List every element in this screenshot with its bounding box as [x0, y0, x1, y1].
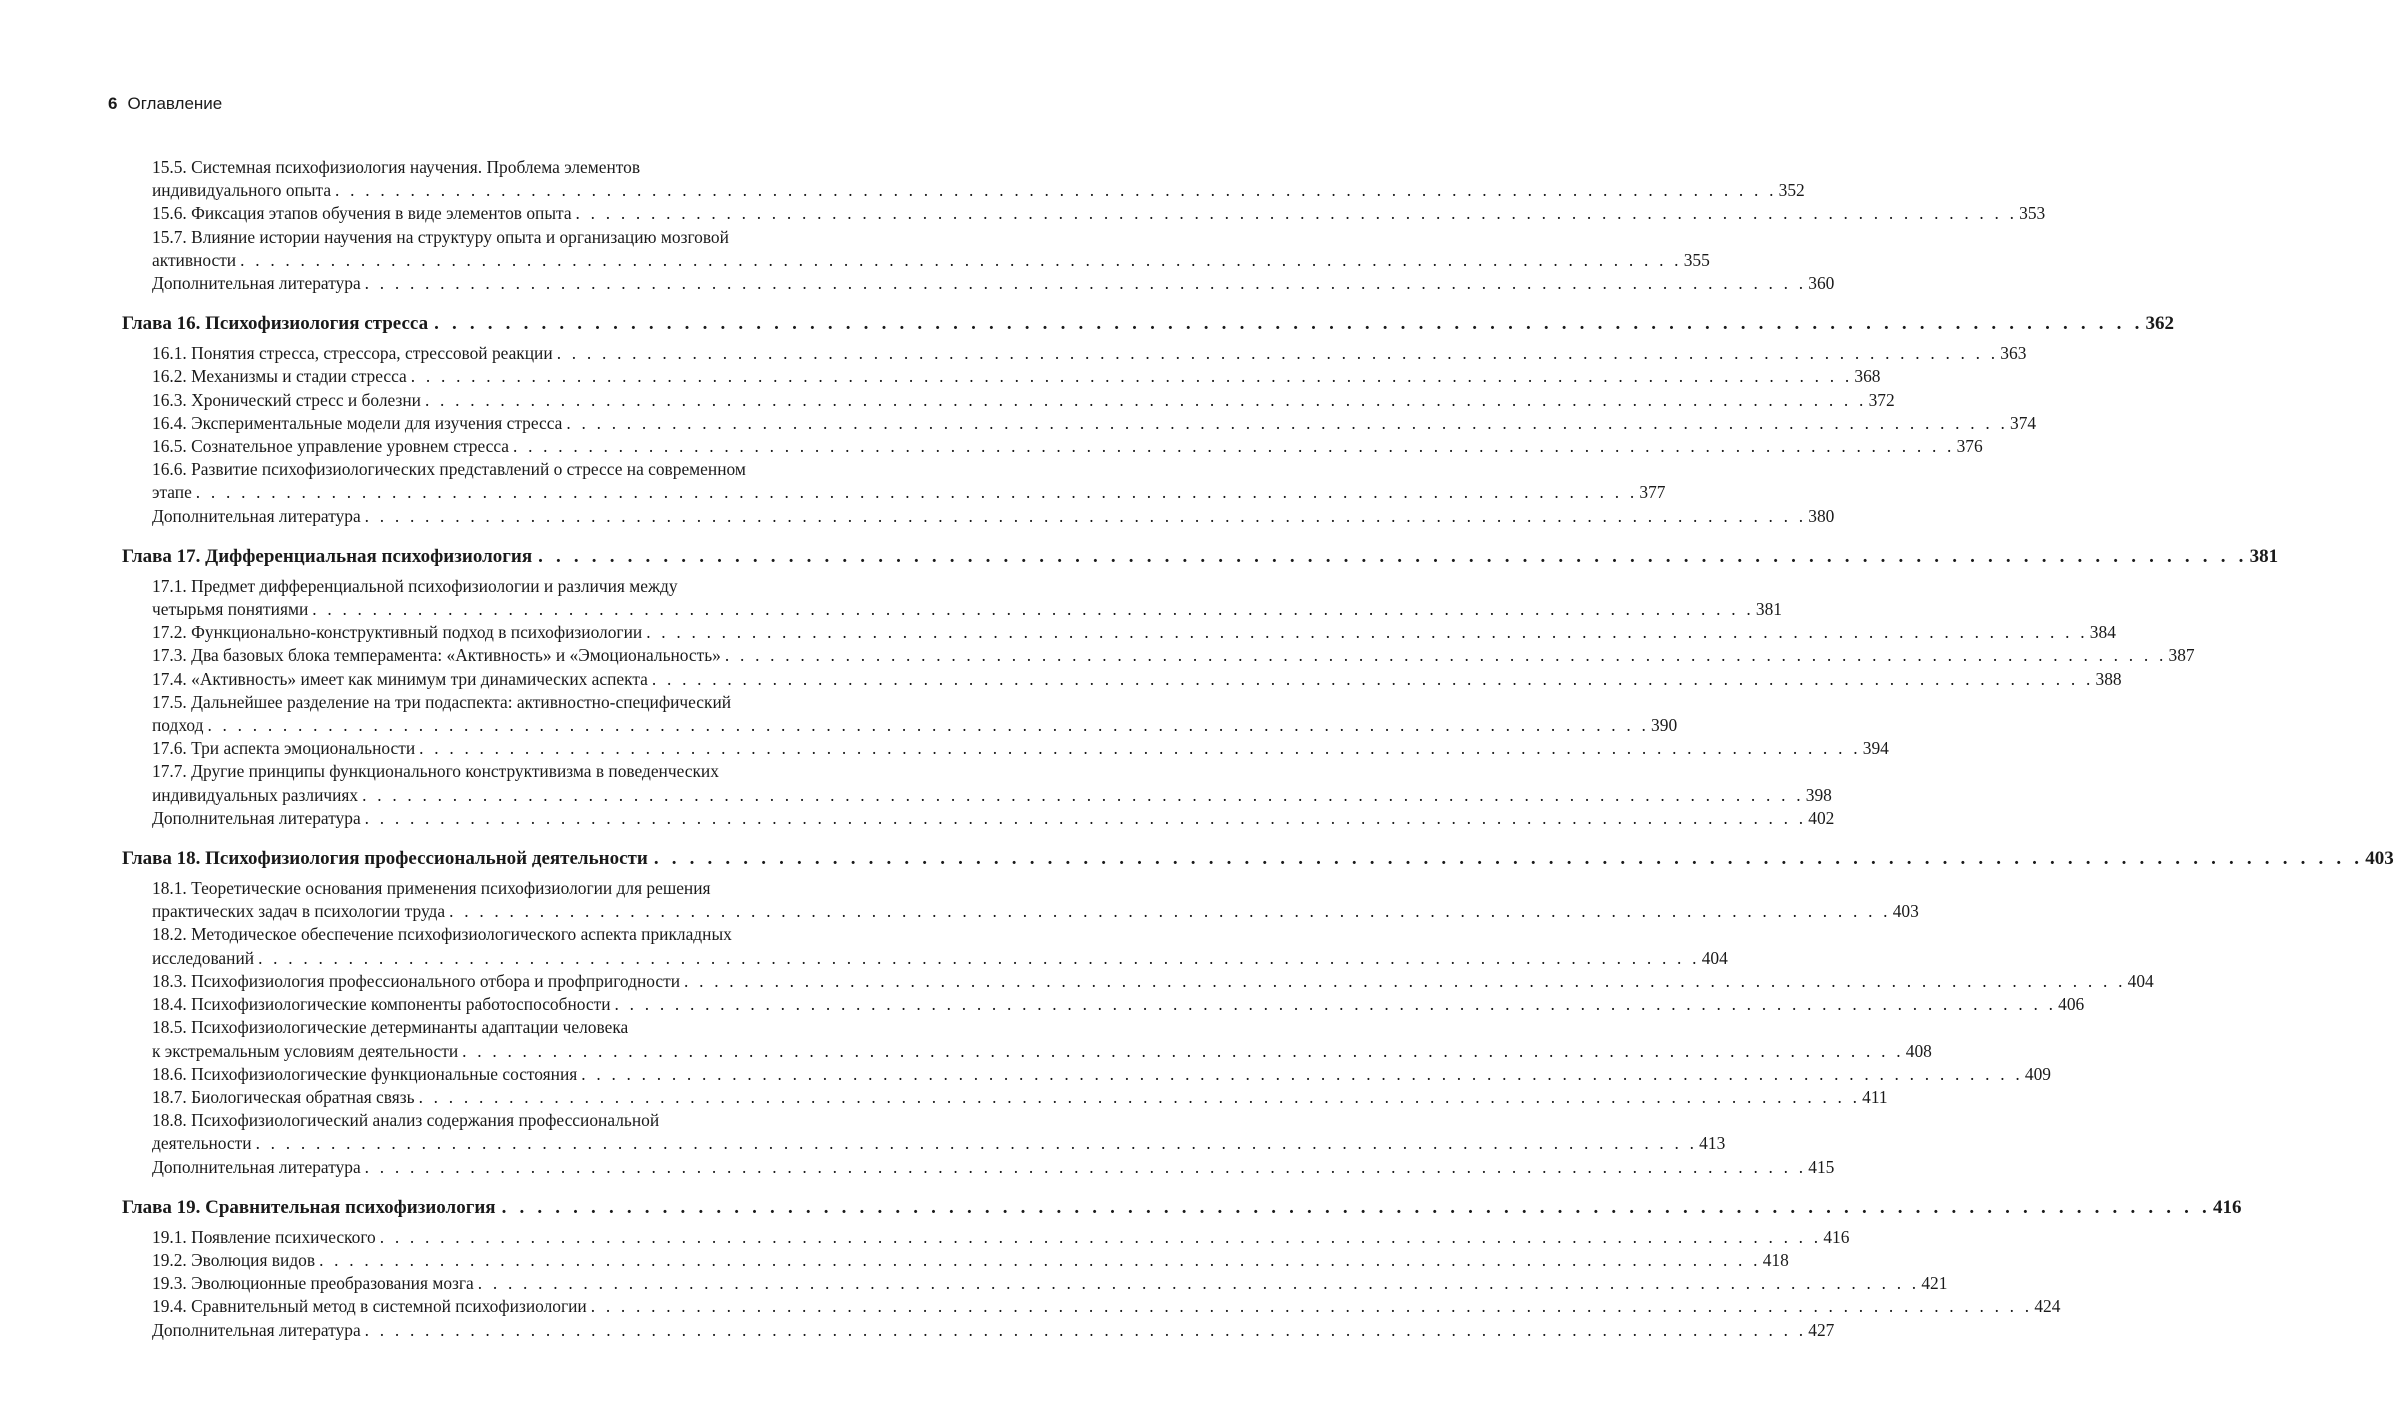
toc-entry-line: 18.5. Психофизиологические детерминанты адаптации человека — [152, 1017, 629, 1038]
dot-leader: . . . . . . . . . . . . . . . . . . . . . . . . . . . . . . . . . . . . . . . . . . . . . . . . . . . . . . . . . . . . . . . . . . . . . . . . . . . . . . . . . . . . . . . . . . . . . . . . — [335, 180, 1777, 201]
entry-title: активности — [152, 249, 237, 270]
toc-entry[interactable] — [122, 389, 1895, 412]
dot-leader: . . . . . . . . . . . . . . . . . . . . . . . . . . . . . . . . . . . . . . . . . . . . . . . . . . . . . . . . . . . . . . . . . . . . . . . . . . . . . . . . . . . . . . . . . . . . . . . . — [424, 389, 1867, 410]
entry-title: 18.7. Биологическая обратная связь — [152, 1086, 415, 1107]
dot-leader: . . . . . . . . . . . . . . . . . . . . . . . . . . . . . . . . . . . . . . . . . . . . . . . . . . . . . . . . . . . . . . . . . . . . . . . . . . . . . . . . . . . . . . . . . . . . . . . . — [449, 901, 1891, 922]
entry-title: 16.4. Экспериментальные модели для изучения стресса — [152, 412, 563, 433]
chapter-title: Глава 19. Сравнительная психофизиология — [122, 1196, 496, 1218]
toc-entry[interactable] — [122, 1156, 1835, 1179]
dot-leader: . . . . . . . . . . . . . . . . . . . . . . . . . . . . . . . . . . . . . . . . . . . . . . . . . . . . . . . . . . . . . . . . . . . . . . . . . . . . . . . . . . . . . . . . . . . . . . . . — [512, 436, 1955, 457]
toc-entry[interactable] — [122, 993, 2085, 1016]
entry-title: этапе — [152, 482, 192, 503]
page-ref: 402 — [1808, 807, 1835, 828]
entry-title: 17.3. Два базовых блока темперамента: «Активность» и «Эмоциональность» — [152, 645, 721, 666]
dot-leader: . . . . . . . . . . . . . . . . . . . . . . . . . . . . . . . . . . . . . . . . . . . . . . . . . . . . . . . . . . . . . . . . . . . . . . . . . . . . . . . . . . . . . . . . . . . . . . . . — [575, 203, 2018, 224]
page-ref: 360 — [1808, 273, 1835, 294]
page-ref: 398 — [1805, 784, 1832, 805]
page-ref: 403 — [1892, 901, 1919, 922]
dot-leader: . . . . . . . . . . . . . . . . . . . . . . . . . . . . . . . . . . . . . . . . . . . . . . . . . . . . . . . . . . . . . . . . . . . . . . . . . . . . . . . . . . . . . . . . . . . . . . . . — [684, 970, 2126, 991]
entry-title: деятельности — [152, 1133, 252, 1154]
page-ref: 352 — [1778, 180, 1805, 201]
toc-entry[interactable] — [122, 737, 1889, 760]
dot-leader: . . . . . . . . . . . . . . . . . . . . . . . . . . . . . . . . . . . . . . . . . . . . . . . . . . . . . . . . . . . . . . . . . . . . . . . . . . . . . . . . . . . . . . . . . . . . . . . . — [724, 645, 2167, 666]
dot-leader: . . . . . . . . . . . . . . . . . . . . . . . . . . . . . . . . . . . . . . . . . . . . . . . . . . . . . . . . . . . . . . . . . . . . . . . . . . . . . . . . . . . . . . . . . . . . . . . . — [410, 366, 1853, 387]
dot-leader: . . . . . . . . . . . . . . . . . . . . . . . . . . . . . . . . . . . . . . . . . . . . . . . . . . . . . . . . . . . . . . . . . . . . . . . . . . . . . . . . . . . . . . . . . . . . . . . . — [379, 1226, 1822, 1247]
dot-leader: . . . . . . . . . . . . . . . . . . . . . . . . . . . . . . . . . . . . . . . . . . . . . . . . . . . . . . . . . . . . . . . . . . . . . . . . . . . . . . . . . . . . . . . . . . . . . . . . — [364, 1156, 1807, 1177]
page-ref: 427 — [1808, 1319, 1835, 1340]
toc-entry[interactable] — [122, 249, 1710, 272]
chapter-title: Глава 17. Дифференциальная психофизиология — [122, 545, 533, 567]
page-ref: 421 — [1921, 1273, 1948, 1294]
dot-leader: . . . . . . . . . . . . . . . . . . . . . . . . . . . . . . . . . . . . . . . . . . . . . . . . . . . . . . . . . . . . . . . . . . . . . . . . . . . . . . . . . . . . . . . . . . . . . . . . — [364, 1319, 1807, 1340]
entry-title: 18.3. Психофизиология профессионального отбора и профпригодности — [152, 970, 681, 991]
page-ref: 416 — [1823, 1226, 1850, 1247]
toc-entry[interactable] — [122, 598, 1782, 621]
dot-leader: . . . . . . . . . . . . . . . . . . . . . . . . . . . . . . . . . . . . . . . . . . . . . . . . . . . . . . . . . . . . . . . . . . . . . . . . . . . . . . . . . . . . . . . . . . . . . . . . — [614, 994, 2057, 1015]
toc-entry[interactable] — [122, 505, 1835, 528]
toc-entry-line: 18.1. Теоретические основания применения психофизиологии для решения — [152, 878, 711, 899]
toc-entry[interactable] — [122, 179, 1805, 202]
toc-entry[interactable] — [122, 1249, 1789, 1272]
page-ref: 353 — [2019, 203, 2046, 224]
entry-title: Дополнительная литература — [152, 1156, 361, 1177]
page-ref: 408 — [1905, 1040, 1932, 1061]
page-ref: 418 — [1762, 1249, 1789, 1270]
dot-leader: . . . . . . . . . . . . . . . . . . . . . . . . . . . . . . . . . . . . . . . . . . . . . . . . . . . . . . . . . . . . . . . . . . . . . . . . . . . . . . . . . . . . . . . . . . . . . . . . — [240, 249, 1682, 270]
dot-leader: . . . . . . . . . . . . . . . . . . . . . . . . . . . . . . . . . . . . . . . . . . . . . . . . . . . . . . . . . . . . . . . . . . . . . . . . . . . . . . . . . . . . . . . . . . . . . . . . — [419, 738, 1861, 759]
page-ref: 374 — [2010, 412, 2037, 433]
dot-leader: . . . . . . . . . . . . . . . . . . . . . . . . . . . . . . . . . . . . . . . . . . . . . . . . . . . . . . . . . . . . . . . . . . . . . . . . . . . . . . . . . . . . . . . . . . . . . . . . — [312, 599, 1754, 620]
entry-title: к экстремальным условиям деятельности — [152, 1040, 459, 1061]
toc-entry-line: 17.7. Другие принципы функционального конструктивизма в поведенческих — [152, 761, 719, 782]
entry-title: Дополнительная литература — [152, 807, 361, 828]
toc-entry[interactable] — [122, 202, 2046, 225]
page-ref: 404 — [1701, 947, 1728, 968]
toc-entry-line: 18.8. Психофизиологический анализ содержания профессиональной — [152, 1110, 660, 1131]
entry-title: 19.4. Сравнительный метод в системной психофизиологии — [152, 1296, 587, 1317]
page-ref: 363 — [2000, 343, 2027, 364]
toc-entry[interactable] — [122, 1226, 1850, 1249]
page-ref: 394 — [1862, 738, 1889, 759]
entry-title: 18.4. Психофизиологические компоненты работоспособности — [152, 994, 611, 1015]
table-of-contents — [122, 156, 2394, 1342]
dot-leader: . . . . . . . . . . . . . . . . . . . . . . . . . . . . . . . . . . . . . . . . . . . . . . . . . . . . . . . . . . . . . . . . . . . . . . . . . . . . . . . . . . . . . . . . . . . . . . . . — [477, 1273, 1920, 1294]
dot-leader: . . . . . . . . . . . . . . . . . . . . . . . . . . . . . . . . . . . . . . . . . . . . . . . . . . . . . . . . . . . . . . . . . . . . . . . . . . . . . . . . . . . . . . . . . . . . . . . . — [258, 947, 1700, 968]
dot-leader: . . . . . . . . . . . . . . . . . . . . . . . . . . . . . . . . . . . . . . . . . . . . . . . . . . . . . . . . . . . . . . . . . . . . . . . . . . . . . . . . . . . . . . . . . . . . . . . . — [462, 1040, 1904, 1061]
header-title: Оглавление — [127, 94, 223, 113]
entry-title: 19.2. Эволюция видов — [152, 1249, 316, 1270]
dot-leader: . . . . . . . . . . . . . . . . . . . . . . . . . . . . . . . . . . . . . . . . . . . . . . . . . . . . . . . . . . . . . . . . . . . . . . . . . . . . . . . . . . . . . . . . . . . . . . . . — [651, 668, 2094, 689]
page-ref: 376 — [1956, 436, 1983, 457]
toc-entry[interactable] — [122, 970, 2154, 993]
page-ref: 372 — [1868, 389, 1895, 410]
dot-leader: . . . . . . . . . . . . . . . . . . . . . . . . . . . . . . . . . . . . . . . . . . . . . . . . . . . . . . . . . . . . . . . . . . . . . . . . . . . . . . . . . . . . . . . . . . . . . . . . — [364, 273, 1807, 294]
dot-leader: . . . . . . . . . . . . . . . . . . . . . . . . . . . . . . . . . . . . . . . . . . . . . . . . . . . . . . . . . . . . . . . . . . . . . . . . . . . . . . . . . . . . . . . . . . . . . . . . — [590, 1296, 2033, 1317]
toc-entry[interactable] — [122, 784, 1832, 807]
toc-entry[interactable] — [122, 412, 2037, 435]
entry-title: исследований — [152, 947, 255, 968]
toc-entry-line: 15.7. Влияние истории научения на структуру опыта и организацию мозговой — [152, 226, 729, 247]
page-ref: 411 — [1862, 1086, 1888, 1107]
toc-entry[interactable] — [122, 342, 2027, 365]
toc-entry[interactable] — [122, 1132, 1726, 1155]
toc-entry[interactable] — [122, 900, 1919, 923]
entry-title: 16.2. Механизмы и стадии стресса — [152, 366, 407, 387]
toc-entry[interactable] — [122, 714, 1678, 737]
entry-title: Дополнительная литература — [152, 1319, 361, 1340]
entry-title: 19.1. Появление психического — [152, 1226, 376, 1247]
entry-title: четырьмя понятиями — [152, 599, 309, 620]
page-ref: 406 — [2058, 994, 2085, 1015]
toc-entry[interactable] — [122, 807, 1835, 830]
entry-title: подход — [152, 715, 204, 736]
dot-leader: . . . . . . . . . . . . . . . . . . . . . . . . . . . . . . . . . . . . . . . . . . . . . . . . . . . . . . . . . . . . . . . . . . . . . . . . . . . . . . . . . . . . . . . . . . . . . . . . — [566, 412, 2009, 433]
toc-entry-line: 18.2. Методическое обеспечение психофизиологического аспекта прикладных — [152, 924, 732, 945]
entry-title: 16.3. Хронический стресс и болезни — [152, 389, 421, 410]
dot-leader: . . . . . . . . . . . . . . . . . . . . . . . . . . . . . . . . . . . . . . . . . . . . . . . . . . . . . . . . . . . . . . . . . . . . . . . . . . . . . . . . . . . . . . . . . . . . . . . . — [255, 1133, 1698, 1154]
running-header — [108, 94, 222, 114]
dot-leader: . . . . . . . . . . . . . . . . . . . . . . . . . . . . . . . . . . . . . . . . . . . . . . . . . . . . . . . . . . . . . . . . . . . . . . . . . . . . . . . . . . . . . . . . . . . . . . . . — [319, 1249, 1761, 1270]
page-ref: 387 — [2168, 645, 2195, 666]
toc-entry[interactable] — [122, 947, 1728, 970]
page-ref: 388 — [2095, 668, 2122, 689]
entry-title: 15.6. Фиксация этапов обучения в виде элементов опыта — [152, 203, 572, 224]
toc-entry[interactable] — [122, 481, 1666, 504]
entry-title: практических задач в психологии труда — [152, 901, 446, 922]
toc-entry[interactable] — [122, 1040, 1932, 1063]
page-ref: 390 — [1651, 715, 1678, 736]
page-ref: 404 — [2127, 970, 2154, 991]
dot-leader: . . . . . . . . . . . . . . . . . . . . . . . . . . . . . . . . . . . . . . . . . . . . . . . . . . . . . . . . . . . . . . . . . . . . . . . . . . . . . . . . . . . . . . . . . . . . . . . . — [362, 784, 1804, 805]
page-ref: 424 — [2034, 1296, 2061, 1317]
dot-leader: . . . . . . . . . . . . . . . . . . . . . . . . . . . . . . . . . . . . . . . . . . . . . . . . . . . . . . . . . . . . . . . . . . . . . . . . . . . . . . . . . . . . . . . . . . . . . . . . — [207, 715, 1650, 736]
page-number: 6 — [108, 94, 118, 113]
entry-title: 16.1. Понятия стресса, стрессора, стрессовой реакции — [152, 343, 553, 364]
dot-leader: . . . . . . . . . . . . . . . . . . . . . . . . . . . . . . . . . . . . . . . . . . . . . . . . . . . . . . . . . . . . . . . . . . . . . . . . . . . . . . . . . . . . . . . . . . . . . . . . — [653, 848, 2364, 870]
toc-entry-line: 16.6. Развитие психофизиологических представлений о стрессе на современном — [152, 459, 746, 480]
page-ref: 355 — [1683, 249, 1710, 270]
entry-title: 17.6. Три аспекта эмоциональности — [152, 738, 416, 759]
page-ref: 377 — [1639, 482, 1666, 503]
dot-leader: . . . . . . . . . . . . . . . . . . . . . . . . . . . . . . . . . . . . . . . . . . . . . . . . . . . . . . . . . . . . . . . . . . . . . . . . . . . . . . . . . . . . . . . . . . . . . . . . — [364, 505, 1807, 526]
dot-leader: . . . . . . . . . . . . . . . . . . . . . . . . . . . . . . . . . . . . . . . . . . . . . . . . . . . . . . . . . . . . . . . . . . . . . . . . . . . . . . . . . . . . . . . . . . . . . . . . — [556, 343, 1999, 364]
toc-chapter[interactable] — [122, 1196, 2242, 1220]
toc-entry[interactable] — [122, 435, 1983, 458]
dot-leader: . . . . . . . . . . . . . . . . . . . . . . . . . . . . . . . . . . . . . . . . . . . . . . . . . . . . . . . . . . . . . . . . . . . . . . . . . . . . . . . . . . . . . . . . . . . . . . . . — [364, 807, 1807, 828]
chapter-title: Глава 16. Психофизиология стресса — [122, 313, 429, 335]
entry-title: 18.6. Психофизиологические функциональные состояния — [152, 1063, 578, 1084]
toc-entry[interactable] — [122, 1272, 1948, 1295]
entry-title: индивидуальных различиях — [152, 784, 359, 805]
toc-entry[interactable] — [122, 365, 1881, 388]
dot-leader: . . . . . . . . . . . . . . . . . . . . . . . . . . . . . . . . . . . . . . . . . . . . . . . . . . . . . . . . . . . . . . . . . . . . . . . . . . . . . . . . . . . . . . . . . . . . . . . . — [418, 1086, 1861, 1107]
toc-chapter[interactable] — [122, 847, 2394, 871]
dot-leader: . . . . . . . . . . . . . . . . . . . . . . . . . . . . . . . . . . . . . . . . . . . . . . . . . . . . . . . . . . . . . . . . . . . . . . . . . . . . . . . . . . . . . . . . . . . . . . . . — [434, 313, 2144, 335]
page-ref: 368 — [1854, 366, 1881, 387]
toc-chapter[interactable] — [122, 545, 2279, 569]
toc-entry[interactable] — [122, 1086, 1888, 1109]
entry-title: 17.2. Функционально-конструктивный подход в психофизиологии — [152, 622, 643, 643]
toc-entry[interactable] — [122, 644, 2195, 667]
chapter-title: Глава 18. Психофизиология профессиональной деятельности — [122, 848, 648, 870]
page-ref: 413 — [1699, 1133, 1726, 1154]
page-ref: 362 — [2145, 313, 2175, 335]
entry-title: 17.4. «Активность» имеет как минимум три динамических аспекта — [152, 668, 648, 689]
toc-entry[interactable] — [122, 621, 2116, 644]
entry-title: Дополнительная литература — [152, 273, 361, 294]
entry-title: Дополнительная литература — [152, 505, 361, 526]
entry-title: 19.3. Эволюционные преобразования мозга — [152, 1273, 474, 1294]
page-ref: 381 — [1755, 599, 1782, 620]
toc-entry-line: 17.5. Дальнейшее разделение на три подаспекта: активностно-специфический — [152, 691, 732, 712]
page-ref: 384 — [2089, 622, 2116, 643]
toc-entry-line: 15.5. Системная психофизиология научения. Проблема элементов — [152, 157, 641, 177]
toc-entry[interactable] — [122, 1319, 1835, 1342]
page-ref: 381 — [2249, 545, 2279, 567]
page-ref: 409 — [2024, 1063, 2051, 1084]
dot-leader: . . . . . . . . . . . . . . . . . . . . . . . . . . . . . . . . . . . . . . . . . . . . . . . . . . . . . . . . . . . . . . . . . . . . . . . . . . . . . . . . . . . . . . . . . . . . . . . . — [646, 622, 2088, 643]
toc-entry[interactable] — [122, 1295, 2061, 1318]
entry-title: 16.5. Сознательное управление уровнем стресса — [152, 436, 509, 457]
entry-title: индивидуального опыта — [152, 180, 332, 201]
page-ref: 403 — [2365, 848, 2394, 870]
toc-entry[interactable] — [122, 272, 1835, 295]
dot-leader: . . . . . . . . . . . . . . . . . . . . . . . . . . . . . . . . . . . . . . . . . . . . . . . . . . . . . . . . . . . . . . . . . . . . . . . . . . . . . . . . . . . . . . . . . . . . . . . . — [501, 1196, 2212, 1218]
page-ref: 415 — [1808, 1156, 1835, 1177]
page-ref: 416 — [2213, 1196, 2242, 1218]
page-ref: 380 — [1808, 505, 1835, 526]
dot-leader: . . . . . . . . . . . . . . . . . . . . . . . . . . . . . . . . . . . . . . . . . . . . . . . . . . . . . . . . . . . . . . . . . . . . . . . . . . . . . . . . . . . . . . . . . . . . . . . . — [538, 545, 2248, 567]
toc-chapter[interactable] — [122, 312, 2175, 336]
toc-entry-line: 17.1. Предмет дифференциальной психофизиологии и различия между — [152, 575, 678, 596]
toc-entry[interactable] — [122, 1063, 2051, 1086]
dot-leader: . . . . . . . . . . . . . . . . . . . . . . . . . . . . . . . . . . . . . . . . . . . . . . . . . . . . . . . . . . . . . . . . . . . . . . . . . . . . . . . . . . . . . . . . . . . . . . . . — [195, 482, 1638, 503]
toc-entry[interactable] — [122, 668, 2122, 691]
dot-leader: . . . . . . . . . . . . . . . . . . . . . . . . . . . . . . . . . . . . . . . . . . . . . . . . . . . . . . . . . . . . . . . . . . . . . . . . . . . . . . . . . . . . . . . . . . . . . . . . — [581, 1063, 2023, 1084]
